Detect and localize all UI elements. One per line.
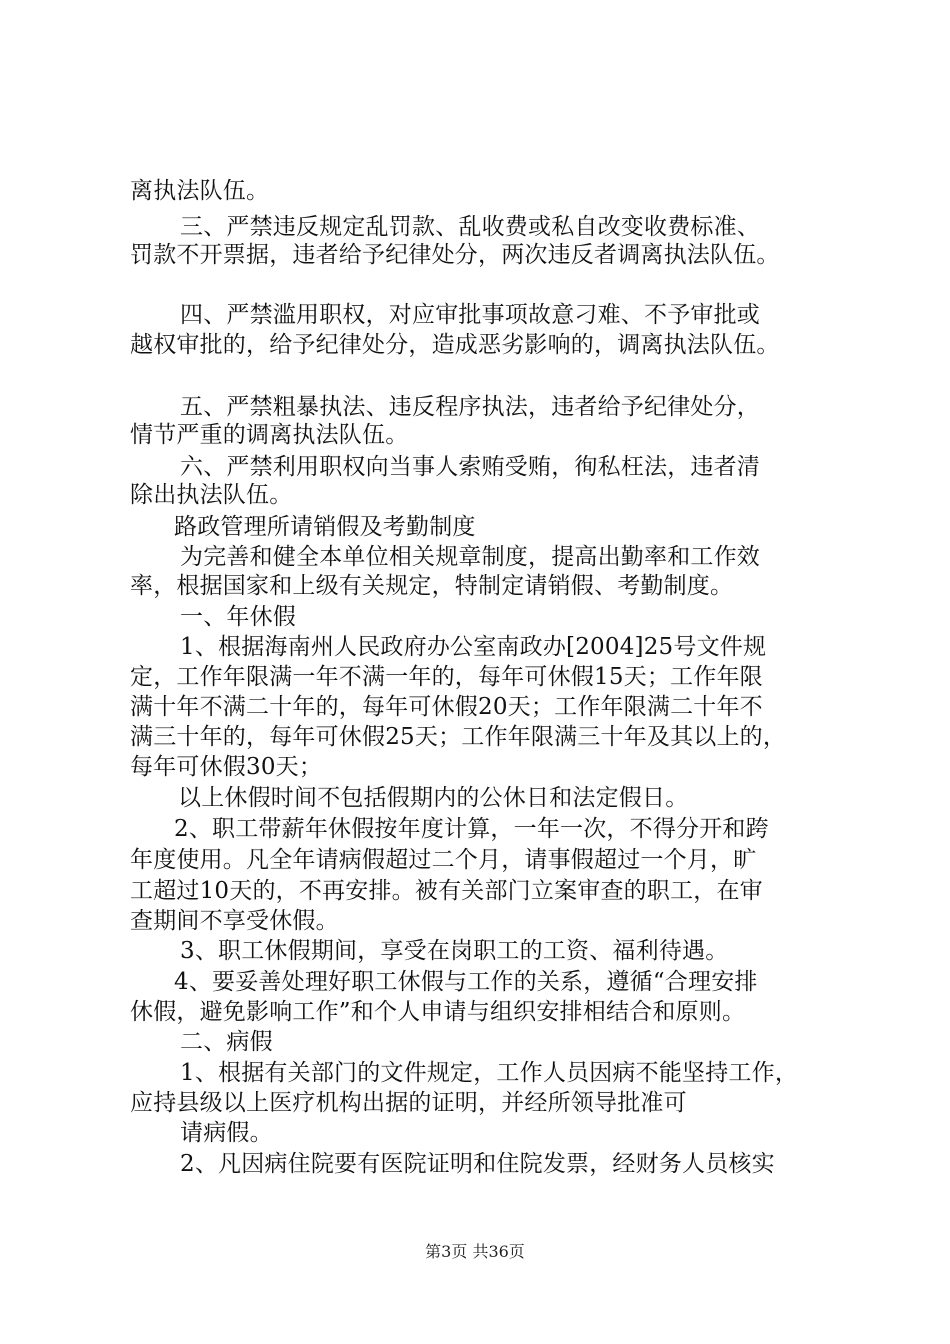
- text-line: 2、职工带薪年休假按年度计算，一年一次，不得分开和跨: [174, 816, 769, 842]
- text-line: 三、严禁违反规定乱罚款、乱收费或私自改变收费标准、: [180, 214, 760, 240]
- text-line: 离执法队伍。: [130, 178, 270, 204]
- text-line: 为完善和健全本单位相关规章制度，提高出勤率和工作效: [180, 544, 760, 570]
- text-line: 1、根据海南州人民政府办公室南政办[2004]25号文件规: [180, 634, 767, 660]
- text-line: 休假，避免影响工作”和个人申请与组织安排相结合和原则。: [130, 999, 746, 1025]
- text-line: 五、严禁粗暴执法、违反程序执法，违者给予纪律处分，: [180, 394, 760, 420]
- text-line: 应持县级以上医疗机构出据的证明，并经所领导批准可: [130, 1090, 687, 1116]
- text-line: 每年可休假30天；: [130, 754, 323, 780]
- page-number-footer: 第3页 共36页: [425, 1242, 525, 1261]
- text-line: 定，工作年限满一年不满一年的，每年可休假15天；工作年限: [130, 664, 763, 690]
- text-line: 罚款不开票据，违者给予纪律处分，两次违反者调离执法队伍。: [130, 242, 780, 268]
- text-line: 工超过10天的，不再安排。被有关部门立案审查的职工，在审: [130, 878, 763, 904]
- text-line: 四、严禁滥用职权，对应审批事项故意刁难、不予审批或: [180, 302, 760, 328]
- text-line: 2、凡因病住院要有医院证明和住院发票，经财务人员核实: [180, 1151, 775, 1177]
- section-heading: 一、年休假: [180, 604, 296, 630]
- text-line: 以上休假时间不包括假期内的公休日和法定假日。: [178, 785, 689, 811]
- text-line: 率，根据国家和上级有关规定，特制定请销假、考勤制度。: [130, 573, 734, 599]
- section-heading: 二、病假: [180, 1029, 273, 1055]
- text-line: 查期间不享受休假。: [130, 908, 339, 934]
- text-line: 越权审批的，给予纪律处分，造成恶劣影响的，调离执法队伍。: [130, 332, 780, 358]
- text-line: 满三十年的，每年可休假25天；工作年限满三十年及其以上的，: [130, 724, 787, 750]
- text-line: 六、严禁利用职权向当事人索贿受贿，徇私枉法，违者清: [180, 454, 760, 480]
- text-line: 情节严重的调离执法队伍。: [130, 422, 409, 448]
- text-line: 年度使用。凡全年请病假超过二个月，请事假超过一个月，旷: [130, 847, 757, 873]
- text-line: 4、要妥善处理好职工休假与工作的关系，遵循“合理安排: [174, 969, 758, 995]
- text-line: 满十年不满二十年的，每年可休假20天；工作年限满二十年不: [130, 694, 763, 720]
- text-line: 3、职工休假期间，享受在岗职工的工资、福利待遇。: [180, 938, 729, 964]
- text-line: 请病假。: [180, 1120, 273, 1146]
- text-line: 除出执法队伍。: [130, 482, 293, 508]
- section-title: 路政管理所请销假及考勤制度: [174, 514, 476, 540]
- text-line: 1、根据有关部门的文件规定，工作人员因病不能坚持工作，: [180, 1060, 799, 1086]
